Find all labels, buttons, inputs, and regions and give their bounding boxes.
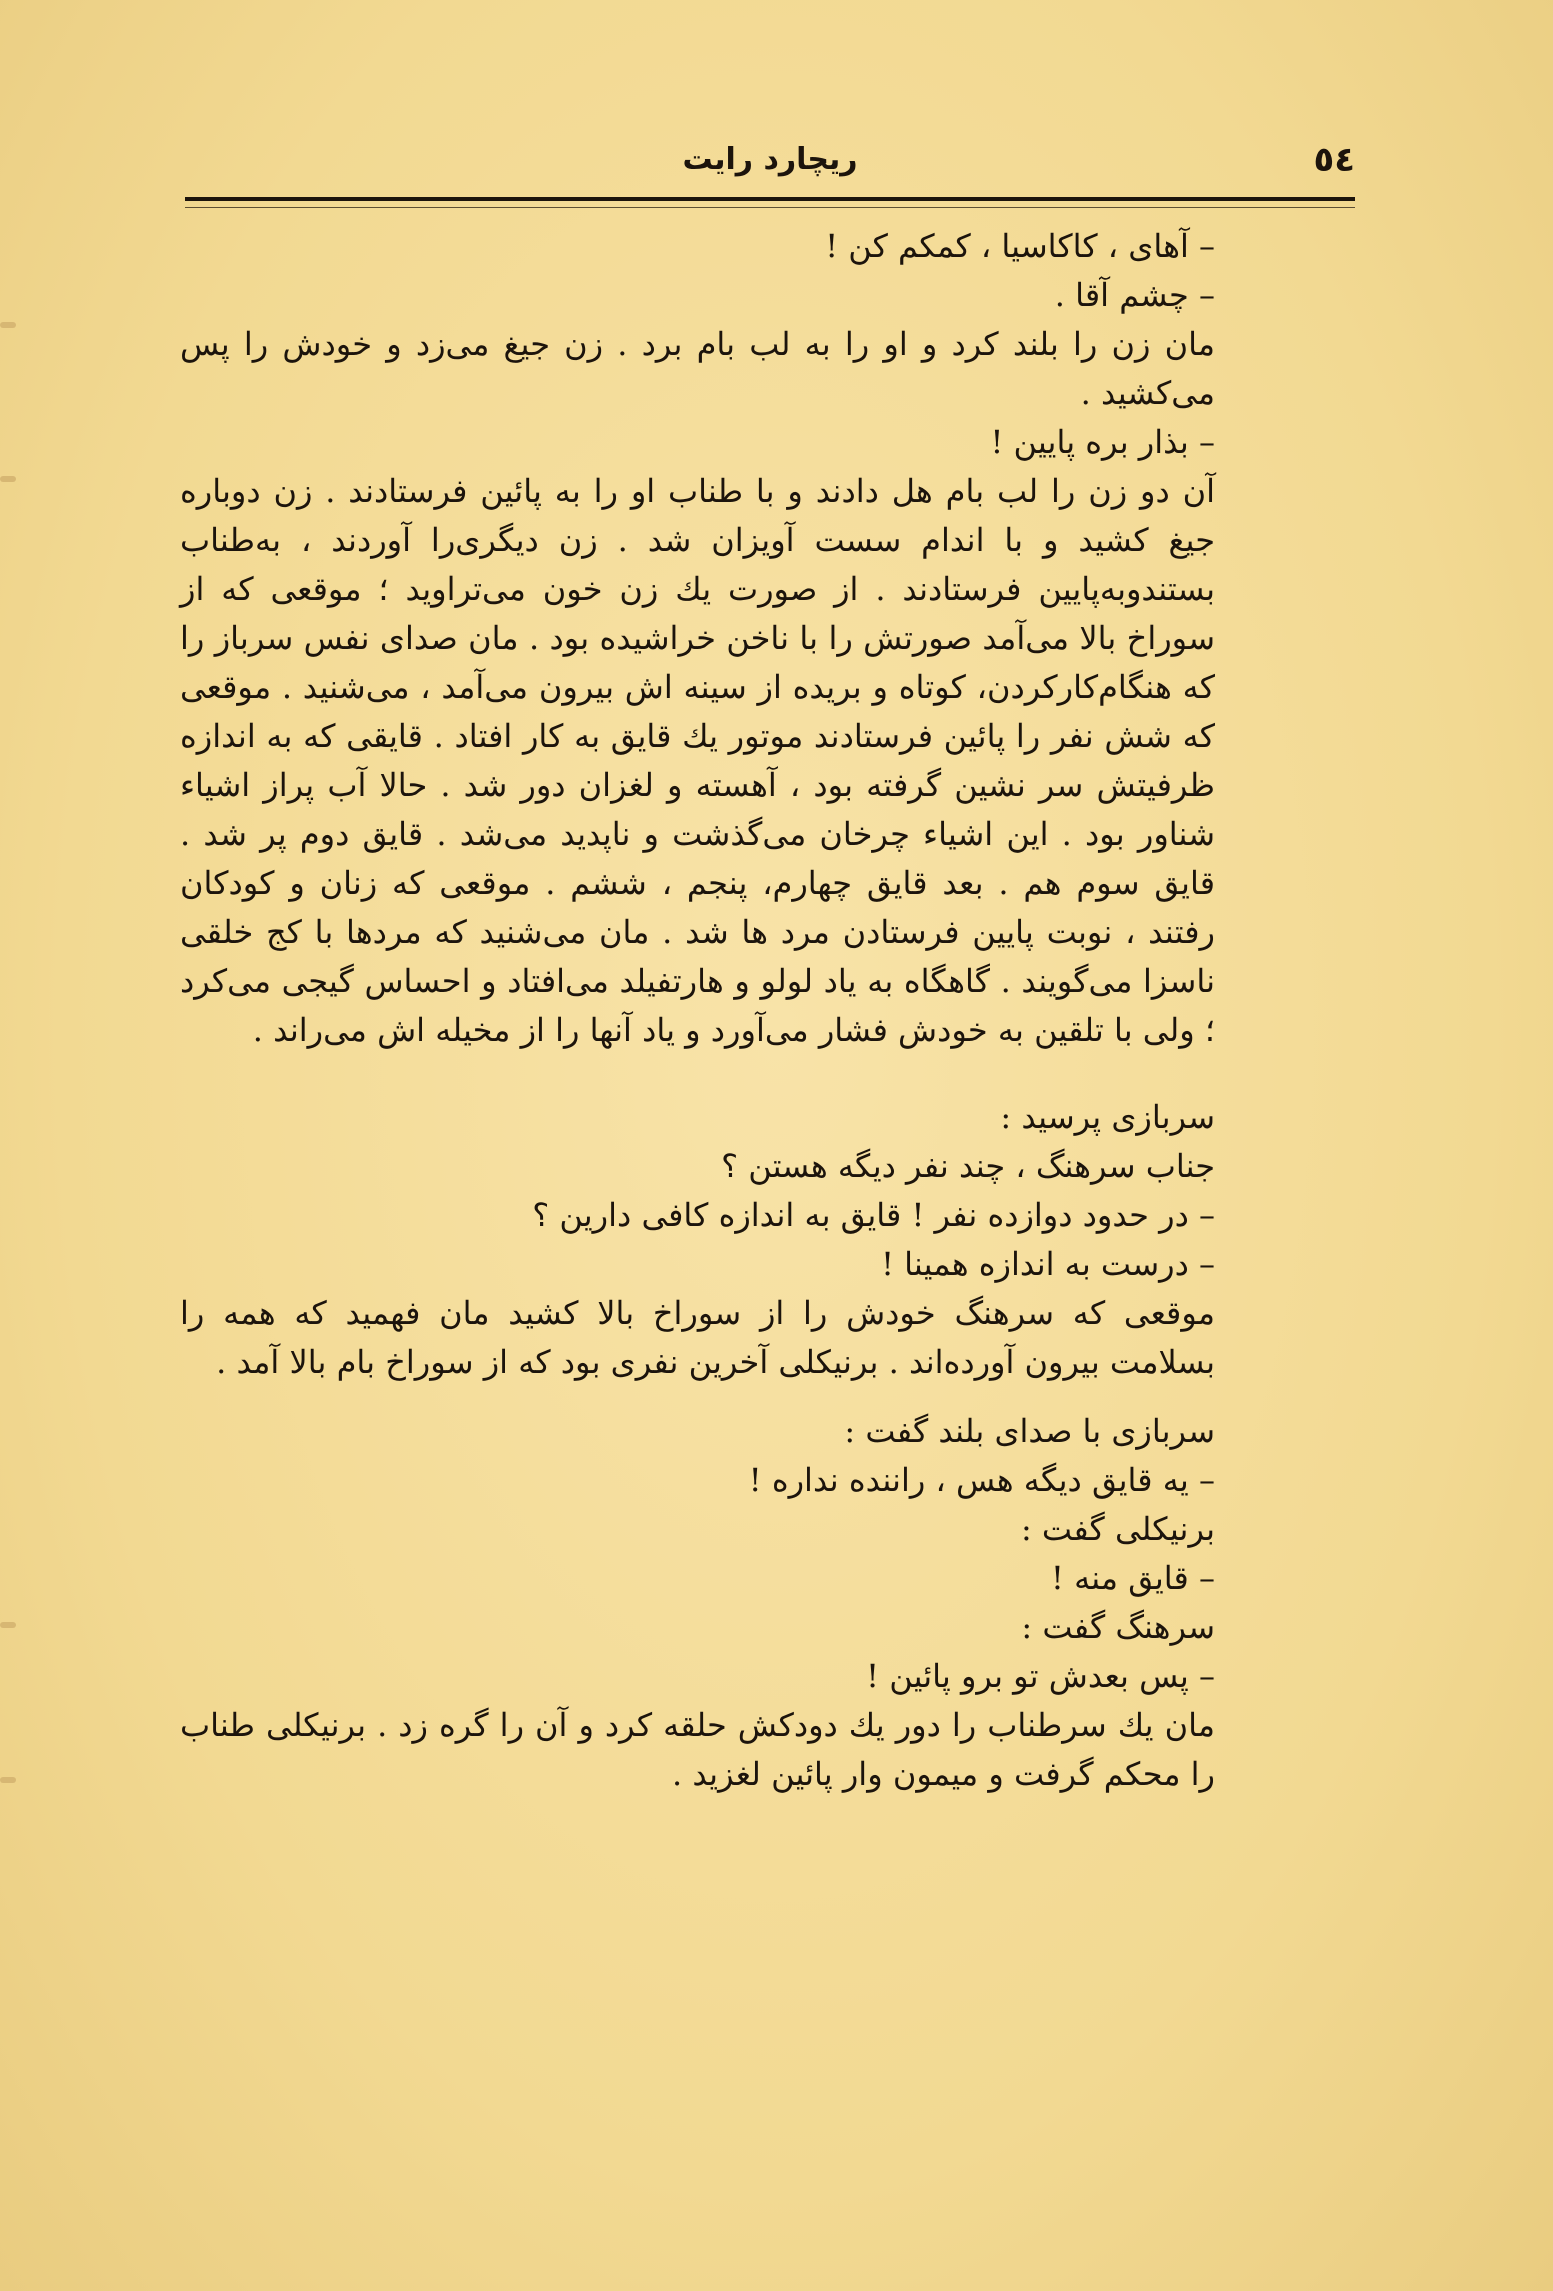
text-line: سربازی پرسید : — [1000, 1098, 1215, 1136]
binding-hole-mark — [0, 476, 16, 482]
text-line: – پس بعدش تو برو پائین ! — [866, 1657, 1215, 1695]
body-text — [180, 222, 1215, 1799]
text-line: – در حدود دوازده نفر ! قایق به اندازه کافی دارین ؟ — [532, 1196, 1215, 1234]
page-number: ٥٤ — [1313, 140, 1355, 180]
text-paragraph: مان یك سرطناب را دور یك دودکش حلقه کرد و آن را گره زد . برنیکلی طناب را محکم گرفت و میمون وار پائین لغزید . — [180, 1706, 1215, 1793]
text-line: – بذار بره پایین ! — [990, 423, 1215, 461]
text-paragraph: آن دو زن را لب بام هل دادند و با طناب او را به پائین فرستادند . زن دوباره جیغ کشید و با اندام سست آویزان شد . زن دیگری‌را آوردند ، به‌طناب بستندوبه‌پایین فرستادند . از صورت یك زن خون می‌تراوید ؛ موقعی که از سوراخ بالا می‌آمد صورتش را با ناخن خراشیده بود . مان صدای نفس سرباز را که هنگام‌کارکردن، کوتاه و بریده از سینه اش بیرون می‌آمد ، می‌شنید . موقعی که شش نفر را پائین فرستادند موتور یك قایق به کار افتاد . قایقی که به اندازه ظرفیتش سر نشین گرفته بود ، آهسته و لغزان دور شد . حالا آب پراز اشیاء شناور بود . این اشیاء چرخان می‌گذشت و ناپدید می‌شد . قایق دوم پر شد . قایق سوم هم . بعد قایق چهارم، پنجم ، ششم . موقعی که زنان و کودکان رفتند ، نوبت پایین فرستادن مرد ها شد . مان می‌شنید که مردها با کج خلقی ناسزا می‌گویند . گاهگاه به یاد لولو و هارتفیلد می‌افتاد و احساس گیجی می‌کرد ؛ ولی با تلقین به خودش فشار می‌آورد و یاد آنها را از مخیله اش می‌راند . — [180, 472, 1216, 1049]
text-line: – آهای ، کاکاسیا ، کمکم کن ! — [825, 227, 1215, 265]
binding-hole-mark — [0, 322, 16, 328]
text-paragraph: مان زن را بلند کرد و او را به لب بام برد . زن جیغ می‌زد و خودش را پس می‌کشید . — [180, 325, 1216, 412]
header-rule — [185, 197, 1355, 201]
header-rule-thin — [185, 207, 1355, 208]
text-line: – درست به اندازه همینا ! — [881, 1245, 1215, 1283]
text-line: – قایق منه ! — [1051, 1559, 1215, 1597]
text-line: سربازی با صدای بلند گفت : — [844, 1412, 1215, 1450]
text-line: سرهنگ گفت : — [1021, 1608, 1215, 1646]
text-line: جناب سرهنگ ، چند نفر دیگه هستن ؟ — [721, 1147, 1215, 1185]
text-paragraph: موقعی که سرهنگ خودش را از سوراخ بالا کشید مان فهمید که همه را بسلامت بیرون آورده‌اند . برنیکلی آخرین نفری بود که از سوراخ بام بالا آمد . — [180, 1294, 1215, 1381]
text-line: – یه قایق دیگه هس ، راننده نداره ! — [748, 1461, 1215, 1499]
text-line: – چشم آقا . — [1054, 276, 1215, 314]
page-header — [185, 140, 1355, 190]
binding-hole-mark — [0, 1622, 16, 1628]
text-line: برنیکلی گفت : — [1020, 1510, 1215, 1548]
binding-hole-mark — [0, 1777, 16, 1783]
running-title: ریچارد رایت — [682, 142, 858, 177]
